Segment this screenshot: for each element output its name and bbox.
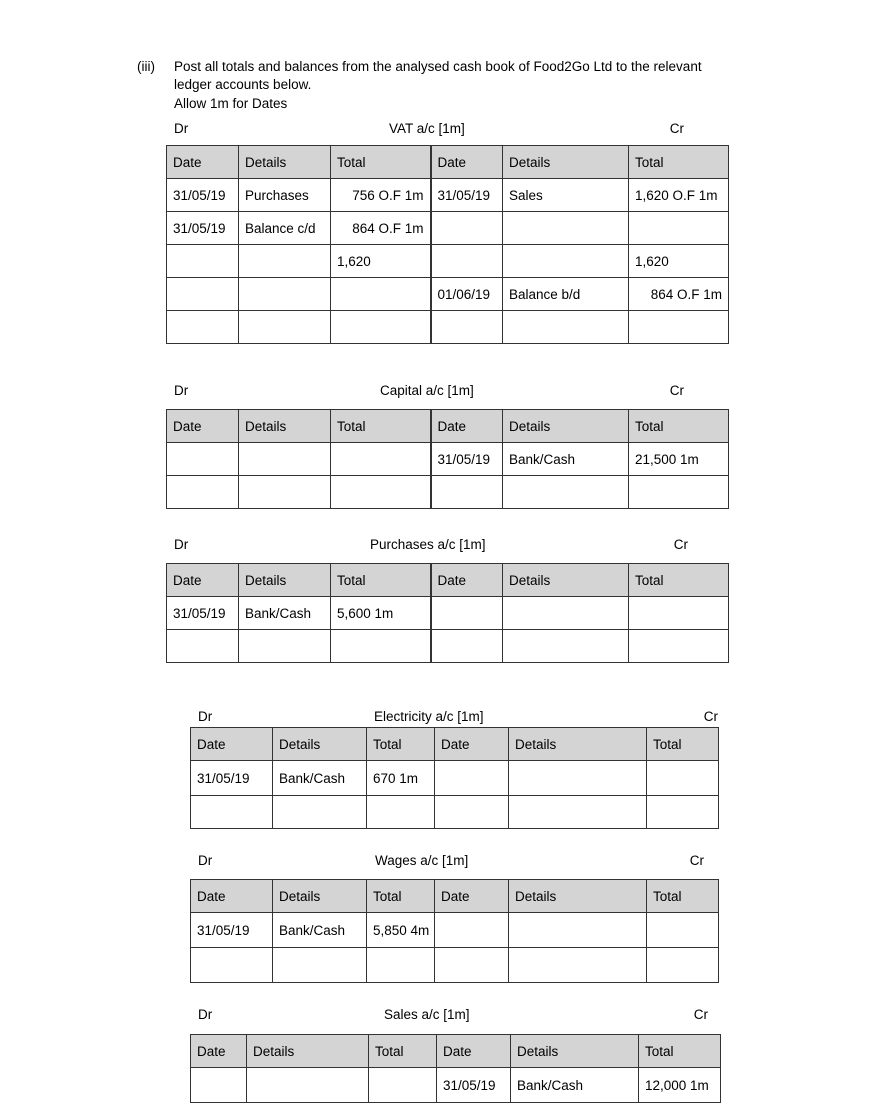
- column-header: Total: [331, 564, 431, 597]
- table-cell[interactable]: [629, 597, 729, 630]
- account-title: Sales a/c [1m]: [384, 1007, 470, 1022]
- table-cell[interactable]: Bank/Cash: [511, 1068, 639, 1103]
- question-line-2: ledger accounts below.: [174, 77, 312, 92]
- table-cell[interactable]: [239, 443, 331, 476]
- table-cell[interactable]: [431, 212, 503, 245]
- table-cell[interactable]: [431, 311, 503, 344]
- table-cell[interactable]: Bank/Cash: [239, 597, 331, 630]
- ledger-table: [190, 1034, 721, 1103]
- table-cell[interactable]: [431, 630, 503, 663]
- column-header: Date: [167, 410, 239, 443]
- table-cell[interactable]: 1,620: [629, 245, 729, 278]
- column-header: Total: [629, 564, 729, 597]
- column-header: Date: [191, 1035, 247, 1068]
- table-cell[interactable]: [647, 948, 719, 983]
- table-cell[interactable]: [167, 476, 239, 509]
- column-header: Total: [367, 880, 435, 913]
- credit-label: Cr: [673, 537, 688, 552]
- table-cell[interactable]: Purchases: [239, 179, 331, 212]
- table-cell[interactable]: [167, 311, 239, 344]
- table-cell[interactable]: [629, 476, 729, 509]
- table-cell[interactable]: [503, 630, 629, 663]
- table-cell[interactable]: 31/05/19: [167, 212, 239, 245]
- column-header: Details: [273, 880, 367, 913]
- table-cell[interactable]: [629, 212, 729, 245]
- table-cell[interactable]: 12,000 1m: [639, 1068, 721, 1103]
- table-cell[interactable]: 31/05/19: [167, 179, 239, 212]
- column-header: Total: [647, 728, 719, 761]
- column-header: Details: [503, 410, 629, 443]
- column-header: Date: [431, 146, 503, 179]
- ledger-table: [190, 879, 719, 983]
- column-header: Total: [369, 1035, 437, 1068]
- table-row: [167, 212, 729, 245]
- table-cell[interactable]: [167, 278, 239, 311]
- debit-label: Dr: [198, 853, 213, 868]
- table-header-row: [191, 1035, 721, 1068]
- table-cell[interactable]: [503, 245, 629, 278]
- table-cell[interactable]: Balance b/d: [503, 278, 629, 311]
- table-cell[interactable]: [503, 597, 629, 630]
- table-header-row: [191, 880, 719, 913]
- credit-label: Cr: [669, 383, 684, 398]
- table-cell[interactable]: [191, 796, 273, 829]
- table-cell[interactable]: [367, 948, 435, 983]
- column-header: Date: [431, 564, 503, 597]
- column-header: Date: [435, 880, 509, 913]
- column-header: Details: [239, 146, 331, 179]
- table-cell[interactable]: [435, 796, 509, 829]
- column-header: Details: [511, 1035, 639, 1068]
- table-cell[interactable]: 21,500 1m: [629, 443, 729, 476]
- table-cell[interactable]: [629, 630, 729, 663]
- table-cell[interactable]: [191, 948, 273, 983]
- debit-label: Dr: [174, 121, 189, 136]
- question-line-3: Allow 1m for Dates: [174, 96, 288, 111]
- column-header: Details: [503, 564, 629, 597]
- table-cell[interactable]: [239, 278, 331, 311]
- table-cell[interactable]: [647, 761, 719, 796]
- column-header: Total: [647, 880, 719, 913]
- table-row: [167, 278, 729, 311]
- table-cell[interactable]: [647, 796, 719, 829]
- table-cell[interactable]: [167, 443, 239, 476]
- column-header: Details: [509, 728, 647, 761]
- column-header: Total: [639, 1035, 721, 1068]
- table-cell[interactable]: [367, 796, 435, 829]
- table-cell[interactable]: [629, 311, 729, 344]
- ledger-table: [166, 145, 729, 344]
- table-row: [191, 761, 719, 796]
- column-header: Total: [367, 728, 435, 761]
- table-row: [191, 913, 719, 948]
- question-line-1: Post all totals and balances from the analysed cash book of Food2Go Ltd to the relevant: [174, 59, 702, 74]
- column-header: Details: [239, 410, 331, 443]
- table-cell[interactable]: [167, 630, 239, 663]
- table-cell[interactable]: 31/05/19: [191, 761, 273, 796]
- table-cell[interactable]: [503, 311, 629, 344]
- column-header: Details: [247, 1035, 369, 1068]
- column-header: Date: [167, 146, 239, 179]
- table-cell[interactable]: [431, 245, 503, 278]
- table-cell[interactable]: 5,600 1m: [331, 597, 431, 630]
- table-cell[interactable]: [331, 311, 431, 344]
- table-cell[interactable]: [167, 245, 239, 278]
- table-cell[interactable]: Sales: [503, 179, 629, 212]
- table-cell[interactable]: Bank/Cash: [273, 761, 367, 796]
- credit-label: Cr: [693, 1007, 708, 1022]
- ledger-table: [190, 727, 719, 829]
- table-cell[interactable]: [369, 1068, 437, 1103]
- column-header: Date: [431, 410, 503, 443]
- column-header: Total: [629, 146, 729, 179]
- table-cell[interactable]: [273, 796, 367, 829]
- table-cell[interactable]: [331, 443, 431, 476]
- table-cell[interactable]: [191, 1068, 247, 1103]
- table-cell[interactable]: [239, 311, 331, 344]
- question-number: (iii): [137, 59, 155, 74]
- table-cell[interactable]: 756 O.F 1m: [331, 179, 431, 212]
- table-cell[interactable]: [435, 761, 509, 796]
- credit-label: Cr: [689, 853, 704, 868]
- table-cell[interactable]: Balance c/d: [239, 212, 331, 245]
- column-header: Date: [191, 880, 273, 913]
- account-title: Wages a/c [1m]: [375, 853, 469, 868]
- table-header-row: [167, 564, 729, 597]
- table-row: [167, 179, 729, 212]
- debit-label: Dr: [198, 709, 213, 724]
- table-cell[interactable]: [509, 948, 647, 983]
- table-cell[interactable]: [331, 476, 431, 509]
- table-cell[interactable]: 31/05/19: [431, 443, 503, 476]
- table-cell[interactable]: [239, 630, 331, 663]
- column-header: Total: [629, 410, 729, 443]
- column-header: Total: [331, 146, 431, 179]
- table-row: [167, 476, 729, 509]
- table-cell[interactable]: 31/05/19: [437, 1068, 511, 1103]
- column-header: Date: [437, 1035, 511, 1068]
- table-cell[interactable]: [435, 913, 509, 948]
- table-row: [167, 443, 729, 476]
- column-header: Details: [503, 146, 629, 179]
- table-cell[interactable]: [239, 245, 331, 278]
- table-cell[interactable]: 31/05/19: [431, 179, 503, 212]
- table-row: [167, 630, 729, 663]
- table-cell[interactable]: 31/05/19: [167, 597, 239, 630]
- account-title: VAT a/c [1m]: [389, 121, 465, 136]
- table-cell[interactable]: [331, 278, 431, 311]
- table-cell[interactable]: 31/05/19: [191, 913, 273, 948]
- table-cell[interactable]: Bank/Cash: [503, 443, 629, 476]
- table-header-row: [191, 728, 719, 761]
- account-title: Electricity a/c [1m]: [374, 709, 484, 724]
- ledger-table: [166, 563, 729, 663]
- column-header: Details: [509, 880, 647, 913]
- table-cell[interactable]: [503, 212, 629, 245]
- table-header-row: [167, 410, 729, 443]
- column-header: Details: [239, 564, 331, 597]
- column-header: Date: [167, 564, 239, 597]
- column-header: Date: [191, 728, 273, 761]
- table-cell[interactable]: [509, 761, 647, 796]
- table-cell[interactable]: [431, 597, 503, 630]
- column-header: Total: [331, 410, 431, 443]
- table-cell[interactable]: [273, 948, 367, 983]
- table-cell[interactable]: [431, 476, 503, 509]
- table-cell[interactable]: [435, 948, 509, 983]
- ledger-table: [166, 409, 729, 509]
- table-cell[interactable]: [509, 796, 647, 829]
- table-row: [167, 245, 729, 278]
- debit-label: Dr: [174, 537, 189, 552]
- table-cell[interactable]: Bank/Cash: [273, 913, 367, 948]
- table-header-row: [167, 146, 729, 179]
- table-cell[interactable]: 864 O.F 1m: [331, 212, 431, 245]
- credit-label: Cr: [669, 121, 684, 136]
- table-cell[interactable]: 01/06/19: [431, 278, 503, 311]
- table-cell[interactable]: 670 1m: [367, 761, 435, 796]
- table-cell[interactable]: [509, 913, 647, 948]
- table-row: [191, 948, 719, 983]
- debit-label: Dr: [174, 383, 189, 398]
- table-cell[interactable]: [331, 630, 431, 663]
- table-row: [167, 597, 729, 630]
- table-cell[interactable]: [247, 1068, 369, 1103]
- table-row: [191, 1068, 721, 1103]
- account-title: Capital a/c [1m]: [380, 383, 474, 398]
- credit-label: Cr: [703, 709, 718, 724]
- column-header: Details: [273, 728, 367, 761]
- debit-label: Dr: [198, 1007, 213, 1022]
- table-cell[interactable]: 864 O.F 1m: [629, 278, 729, 311]
- table-cell[interactable]: [647, 913, 719, 948]
- table-cell[interactable]: [503, 476, 629, 509]
- table-cell[interactable]: 1,620: [331, 245, 431, 278]
- account-title: Purchases a/c [1m]: [370, 537, 486, 552]
- table-row: [167, 311, 729, 344]
- column-header: Date: [435, 728, 509, 761]
- table-cell[interactable]: 5,850 4m: [367, 913, 435, 948]
- table-row: [191, 796, 719, 829]
- table-cell[interactable]: [239, 476, 331, 509]
- table-cell[interactable]: 1,620 O.F 1m: [629, 179, 729, 212]
